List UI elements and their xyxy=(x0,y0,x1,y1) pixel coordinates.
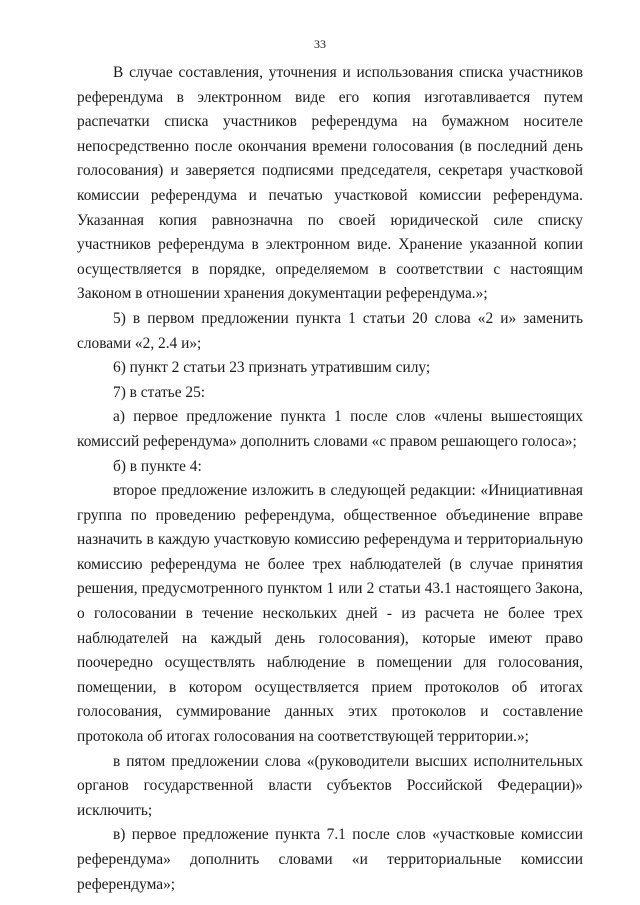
paragraph-observers-amendment: второе предложение изложить в следующей редакции: «Инициативная группа по проведению референдума, общественное объединение вправе назначить в каждую участковую комиссию референдума и территориальную комиссию референдума не более трех наблюдателей (в случае принятия решения, предусмотренного пунктом 1 или 2 статьи 43.1 настоящего Закона, о голосовании в течение нескольких дней - из расчета не более трех наблюдателей на каждый день голосования), которые имеют право поочередно осуществлять наблюдение в помещении для голосования, помещении, в котором осуществляется прием протоколов об итогах голосования, суммирование данных этих протоколов и составление протокола об итогах голосования на соответствующей территории.»; xyxy=(77,482,583,746)
paragraph-list-copy-procedure: В случае составления, уточнения и использования списка участников референдума в электронном виде его копия изготавливается путем распечатки списка участников референдума на бумажном носителе непосредственно после окончания времени голосования (в последний день голосования) и заверяется подписями председателя, секретаря участковой комиссии референдума и печатью участковой комиссии референдума. Указанная копия равнозначна по своей юридической силе списку участников референдума в электронном виде. Хранение указанной копии осуществляется в порядке, определяемом в соответствии с настоящим Законом в отношении хранения документации референдума.»; xyxy=(77,64,583,303)
paragraph-subitem-v: в) первое предложение пункта 7.1 после слов «участковые комиссии референдума» дополнить словами «и территориальные комиссии референдума»; xyxy=(77,826,583,893)
page-number: 33 xyxy=(314,37,326,51)
paragraph-item-7: 7) в статье 25: xyxy=(113,383,206,401)
paragraph-subitem-b: б) в пункте 4: xyxy=(113,457,202,475)
paragraph-item-5: 5) в первом предложении пункта 1 статьи 20 слова «2 и» заменить словами «2, 2.4 и»; xyxy=(77,309,583,352)
paragraph-subitem-a: а) первое предложение пункта 1 после слов «члены вышестоящих комиссий референдума» дополнить словами «с правом решающего голоса»; xyxy=(77,408,583,450)
paragraph-fifth-sentence-amendment: в пятом предложении слова «(руководители высших исполнительных органов государственной власти субъектов Российской Федерации)» исключить; xyxy=(77,752,583,819)
document-body xyxy=(77,61,583,897)
paragraph-item-6: 6) пункт 2 статьи 23 признать утратившим силу; xyxy=(113,359,431,377)
